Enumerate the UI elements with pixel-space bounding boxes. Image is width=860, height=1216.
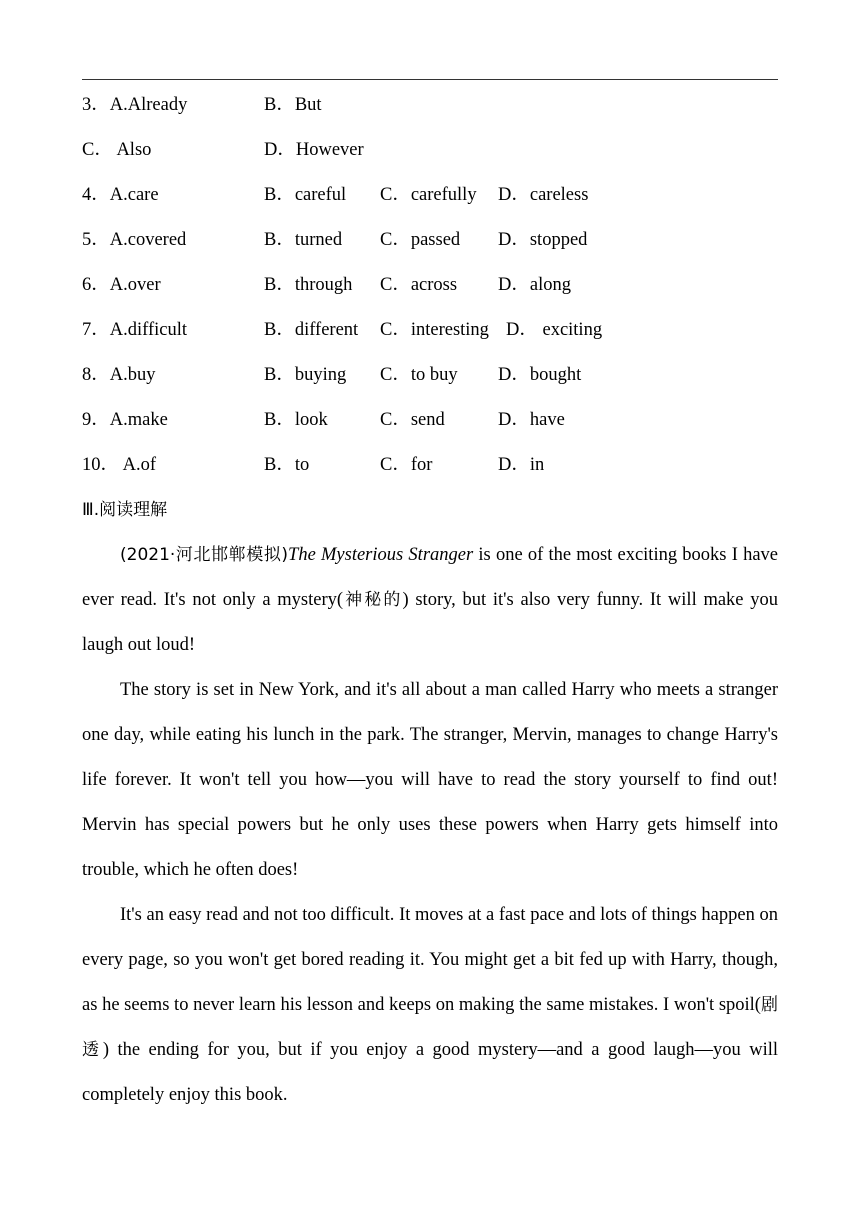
gloss: 剧透: [82, 995, 778, 1060]
option-b: B．through: [264, 275, 353, 295]
option-d: D．stopped: [498, 230, 588, 250]
option-a: 6．A.over: [82, 275, 161, 295]
passage-paragraph-1: [82, 533, 778, 668]
option-c: C．for: [380, 455, 433, 475]
question-row: [82, 263, 778, 308]
question-row: [82, 308, 778, 353]
option-c: C．across: [380, 275, 458, 295]
reading-passage: [82, 533, 778, 1118]
option-a: 8．A.buy: [82, 365, 156, 385]
option-d: D．bought: [498, 365, 582, 385]
question-row: [82, 83, 778, 128]
option-b: B．different: [264, 320, 359, 340]
option-d: D．careless: [498, 185, 589, 205]
question-row: [82, 443, 778, 488]
passage-text: is one of the most exciting books I have ever read. It's not only a mystery(: [82, 545, 779, 610]
question-row: [82, 398, 778, 443]
gloss: 神秘的: [343, 590, 403, 610]
question-row: [82, 173, 778, 218]
option-a: 3．A.Already: [82, 95, 188, 115]
book-title: The Mysterious Stranger: [288, 545, 474, 565]
option-d: D．However: [264, 140, 364, 160]
option-d: D． exciting: [506, 320, 603, 340]
passage-source: (2021·河北邯郸模拟): [120, 545, 289, 565]
option-b: B．careful: [264, 185, 347, 205]
option-b: B．to: [264, 455, 310, 475]
option-c: C．interesting: [380, 320, 489, 340]
option-c: C．to buy: [380, 365, 458, 385]
option-a: 4．A.care: [82, 185, 159, 205]
question-row: [82, 128, 778, 173]
option-d: D．in: [498, 455, 545, 475]
question-row: [82, 353, 778, 398]
option-d: D．have: [498, 410, 565, 430]
section-heading: [82, 488, 167, 533]
option-a: 5．A.covered: [82, 230, 187, 250]
option-c: C．send: [380, 410, 445, 430]
header-rule: [82, 79, 778, 80]
passage-paragraph-3: [82, 893, 778, 1118]
option-b: B．But: [264, 95, 322, 115]
passage-paragraph-2: The story is set in New York, and it's all about a man called Harry who meets a stranger one day, while eating his lunch in the park. The stranger, Mervin, manages to change Harry's life forever. It won't tell you how—you will have to read the story yourself to find out! Mervin has special powers but he only uses these powers when Harry gets himself into trouble, which he often does!: [82, 680, 778, 880]
passage-text: ) story, but it's also very funny. It will make you laugh out loud!: [82, 590, 778, 655]
option-c: C． Also: [82, 140, 152, 160]
option-a: 10． A.of: [82, 455, 157, 475]
option-c: C．passed: [380, 230, 461, 250]
option-a: 9．A.make: [82, 410, 168, 430]
question-row: [82, 218, 778, 263]
option-b: B．look: [264, 410, 328, 430]
passage-text: It's an easy read and not too difficult. It moves at a fast pace and lots of things happen on every page, so you won't get bored reading it. You might get a bit fed up with Harry, though, as he seems to never learn his lesson and keeps on making the same mistakes. I won't spoil(: [82, 905, 778, 1015]
passage-text: ) the ending for you, but if you enjoy a good mystery—and a good laugh—you will completely enjoy this book.: [82, 1040, 779, 1105]
option-b: B．buying: [264, 365, 347, 385]
option-b: B．turned: [264, 230, 343, 250]
option-a: 7．A.difficult: [82, 320, 187, 340]
option-c: C．carefully: [380, 185, 477, 205]
section-heading-text: Ⅲ.阅读理解: [82, 500, 168, 520]
option-d: D．along: [498, 275, 571, 295]
